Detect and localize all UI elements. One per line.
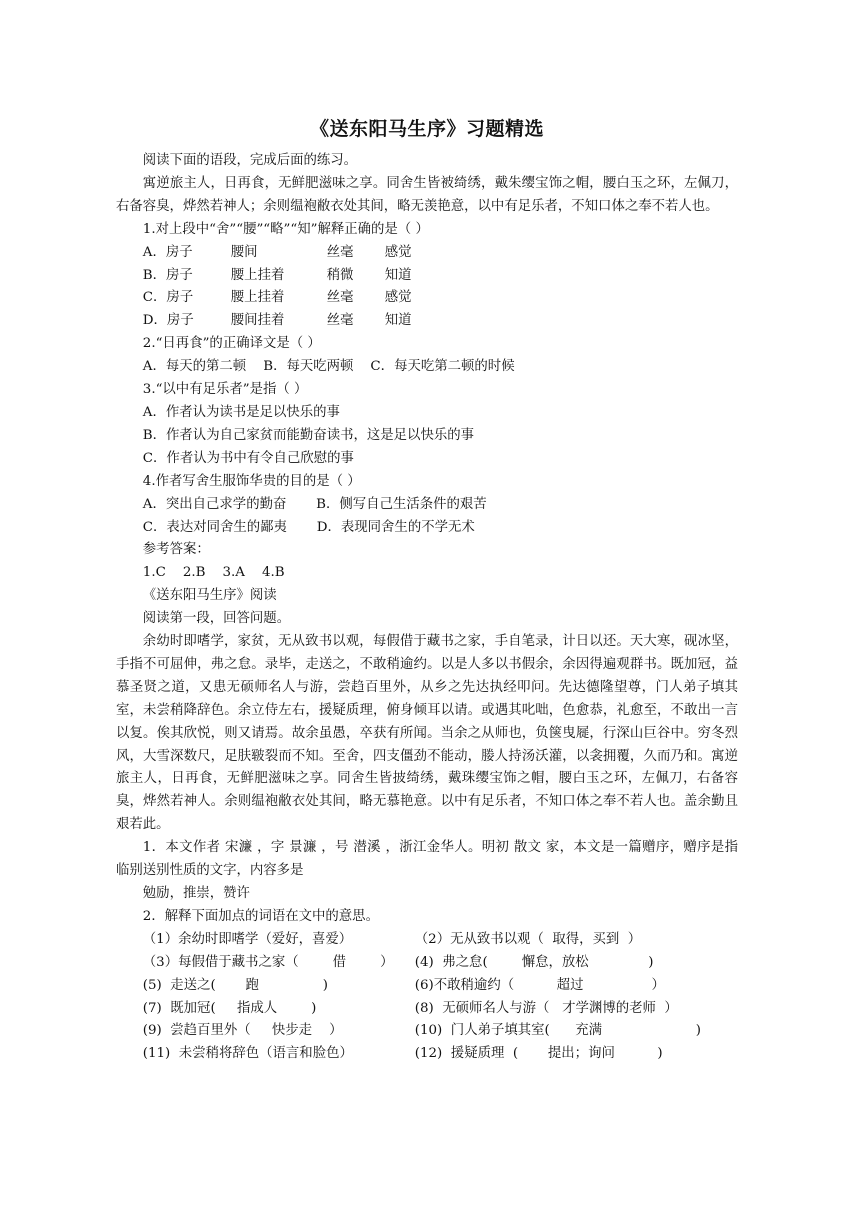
- vocab-row: [116, 952, 738, 975]
- vocab-row: [116, 1043, 738, 1066]
- option-cell: 感觉: [384, 244, 412, 260]
- option-cell: 丝毫: [326, 290, 354, 306]
- option-cell: 稍微: [326, 267, 354, 283]
- passage-1: 寓逆旅主人，日再食，无鲜肥滋味之享。同舍生皆被绮绣，戴朱缨宝饰之帽，腰白玉之环，左佩刀，右备容臭，烨然若神人；余则缊袍敝衣处其间，略无羡艳意，以中有足乐者，不知口体之奉不若人也。: [116, 175, 738, 214]
- vocab-item: (11) 未尝稍将辞色（语言和脸色）: [142, 1046, 353, 1062]
- vocab-item: (8) 无硕师名人与游（ 才学渊博的老师 ）: [414, 1000, 678, 1016]
- q4-options-cd: C．表达对同舍生的鄙夷 D．表现同舍生的不学无术: [142, 519, 475, 535]
- vocab-item: （1）余幼时即嗜学（爱好，喜爱）: [142, 931, 353, 947]
- vocab-item: (12) 援疑质理 ( 提出；询问 ): [414, 1046, 663, 1062]
- intro-1: 阅读下面的语段，完成后面的练习。: [142, 153, 358, 168]
- document-body: [116, 150, 738, 1066]
- q3-stem: 3.“以中有足乐者”是指（ ）: [142, 382, 308, 398]
- q1-option-b: [116, 265, 738, 288]
- q2-options: A．每天的第二顿 B．每天吃两顿 C．每天吃第二顿的时候: [142, 359, 515, 375]
- q1-option-c: [116, 287, 738, 310]
- option-cell: B．房子: [142, 267, 193, 283]
- vocab-row: [116, 998, 738, 1021]
- vocab-item: (9) 尝趋百里外（ 快步走 ）: [142, 1023, 343, 1039]
- sub-question-2: 2．解释下面加点的词语在文中的意思。: [142, 908, 379, 924]
- q4-options-ab: A．突出自己求学的勤奋 B．侧写自己生活条件的艰苦: [142, 496, 487, 512]
- option-cell: 感觉: [384, 290, 412, 306]
- vocab-item: （3）每假借于藏书之家（ 借 ）: [142, 954, 394, 970]
- page-title: 《送东阳马生序》习题精选: [309, 118, 544, 140]
- intro-2: 阅读第一段，回答问题。: [142, 611, 291, 627]
- q3-option-a: A．作者认为读书是足以快乐的事: [142, 404, 340, 420]
- q1-option-a: [116, 242, 738, 265]
- option-cell: C．房子: [142, 290, 194, 306]
- vocab-item: (10) 门人弟子填其室( 充满 ): [414, 1023, 701, 1039]
- q3-option-c: C．作者认为书中有令自己欣慰的事: [142, 450, 354, 466]
- option-cell: 知道: [384, 267, 412, 283]
- option-cell: 知道: [384, 313, 412, 329]
- passage-2: 余幼时即嗜学，家贫，无从致书以观，每假借于藏书之家，手自笔录，计日以还。天大寒，砚冰坚，手指不可屈伸，弗之怠。录毕，走送之，不敢稍逾约。以是人多以书假余，余因得遍观群书。既加冠，益慕圣贤之道，又患无硕师名人与游，尝趋百里外，从乡之先达执经叩问。先达德隆望尊，门人弟子填其室，未尝稍降辞色。余立侍左右，援疑质理，俯身倾耳以请。或遇其叱咄，色愈恭，礼愈至，不敢出一言以复。俟其欣悦，则又请焉。故余虽愚，卒获有所闻。当余之从师也，负箧曳屣，行深山巨谷中。穷冬烈风，大雪深数尺，足肤皲裂而不知。至舍，四支僵劲不能动，媵人持汤沃灌，以衾拥覆，久而乃和。寓逆旅主人，日再食，无鲜肥滋味之享。同舍生皆披绮绣，戴珠缨宝饰之帽，腰白玉之环，左佩刀，右备容臭，烨然若神人。余则缊袍敝衣处其间，略无慕艳意。以中有足乐者，不知口体之奉不若人也。盖余勤且艰若此。: [116, 634, 738, 833]
- option-cell: A．房子: [142, 244, 193, 260]
- sub-question-1-answer: 勉励，推崇，赞许: [142, 886, 250, 901]
- vocab-item: (4) 弗之怠( 懈怠，放松 ): [414, 954, 654, 970]
- vocab-item: （2）无从致书以观（ 取得，买到 ）: [414, 931, 642, 947]
- option-cell: 腰间挂着: [230, 313, 285, 329]
- q1-stem: 1.对上段中“舍”“腰”“略”“知”解释正确的是（ ）: [142, 221, 429, 237]
- option-cell: 丝毫: [326, 244, 354, 260]
- option-cell: D．房子: [142, 313, 194, 329]
- sub-question-1: 1．本文作者 宋濂 ，字 景濂 ，号 潜溪 ，浙江金华人。明初 散文 家，本文是一篇赠序，赠序是指 临别送别性质的文字，内容多是: [116, 840, 738, 879]
- q4-stem: 4.作者写舍生服饰华贵的目的是（ ）: [142, 473, 361, 489]
- vocab-item: (7) 既加冠( 指成人 ): [142, 1000, 317, 1016]
- q2-stem: 2.“日再食”的正确译文是（ ）: [142, 336, 321, 352]
- option-cell: 腰上挂着: [230, 267, 285, 283]
- answers-label: 参考答案：: [142, 542, 210, 558]
- vocab-item: (5) 走送之( 跑 ): [142, 977, 328, 993]
- vocab-row: [116, 1020, 738, 1043]
- option-cell: 丝毫: [326, 313, 354, 329]
- answers: 1.C 2.B 3.A 4.B: [142, 565, 285, 581]
- vocab-row: [116, 975, 738, 998]
- section-2-title: 《送东阳马生序》阅读: [142, 588, 277, 604]
- option-cell: 腰间: [230, 244, 258, 260]
- q1-option-d: [116, 310, 738, 333]
- q3-option-b: B．作者认为自己家贫而能勤奋读书，这是足以快乐的事: [142, 427, 475, 443]
- vocab-row: [116, 929, 738, 952]
- vocab-item: (6)不敢稍逾约（ 超过 ）: [414, 977, 665, 993]
- option-cell: 腰上挂着: [230, 290, 285, 306]
